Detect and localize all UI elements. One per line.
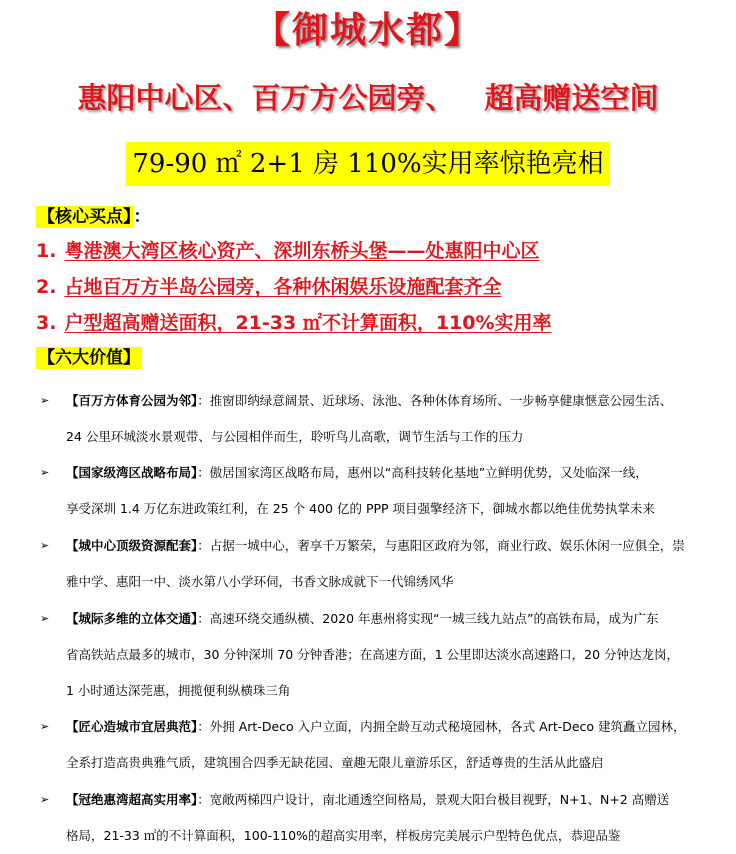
core-point-text: 户型超高赠送面积，21-33 ㎡不计算面积，110%实用率 — [64, 312, 552, 334]
value-item — [36, 601, 696, 709]
value-item-text: 格局，21-33 ㎡的不计算面积，100-110%的超高实用率，样板房完美展示户型特色优点，恭迎品鉴 — [66, 828, 621, 843]
value-item-heading: 【城际多维的立体交通】 — [66, 611, 198, 626]
arrow-bullet-icon: ➢ — [40, 720, 50, 733]
value-item-text: ：高速环绕交通纵横、2020 年惠州将实现“一城三线九站点”的高铁布局，成为广东 — [197, 611, 659, 626]
values-section-heading — [36, 346, 142, 370]
value-item-heading: 【匠心造城市宜居典范】 — [66, 719, 198, 734]
value-item-heading: 【城中心顶级资源配套】 — [66, 538, 198, 553]
core-point-text: 粤港澳大湾区核心资产、深圳东桥头堡——处惠阳中心区 — [64, 240, 540, 262]
value-item-text: 享受深圳 1.4 万亿东进政策红利，在 25 个 400 亿的 PPP 项目强擎经济下，御城水都以绝佳优势执掌未来 — [66, 501, 656, 516]
value-item-text: ：推窗即纳绿意阔景、近球场、泳池、各种休体育场所、一步畅享健康惬意公园生活、 — [197, 393, 673, 408]
core-point — [36, 273, 501, 301]
value-item-text: 1 小时通达深莞惠，拥揽便利纵横珠三角 — [66, 683, 291, 698]
core-section-suffix: ： — [133, 207, 151, 227]
values-section-label: 【六大价值】 — [38, 348, 140, 368]
core-section-heading — [36, 202, 151, 229]
highlight-row — [0, 142, 736, 186]
arrow-bullet-icon: ➢ — [40, 466, 50, 479]
value-item-text: ：宽敞两梯四户设计，南北通透空间格局，景观大阳台极目视野，N+1、N+2 高赠送 — [197, 792, 670, 807]
value-item-heading: 【冠绝惠湾超高实用率】 — [66, 792, 198, 807]
core-point-number: 2. — [36, 276, 57, 298]
value-item-text: ：外拥 Art-Deco 入户立面，内拥全龄互动式秘境园林，各式 Art-Deco 建筑矗立园林， — [197, 719, 686, 734]
subtitle-part2: 超高赠送空间 — [484, 81, 659, 115]
value-item-text: ：傲居国家湾区战略布局，惠州以“高科技转化基地”立鲜明优势，又处临深一线， — [197, 465, 648, 480]
subtitle — [0, 76, 736, 117]
value-item-text: 24 公里环城淡水景观带、与公园相伴而生，聆听鸟儿高歌，调节生活与工作的压力 — [66, 429, 524, 444]
arrow-bullet-icon: ➢ — [40, 612, 50, 625]
core-section-label: 【核心买点】 — [38, 207, 132, 227]
value-item — [36, 383, 696, 455]
page-title: 【御城水都】 — [253, 10, 482, 51]
value-item-heading: 【百万方体育公园为邻】 — [66, 393, 198, 408]
value-item — [36, 709, 696, 781]
value-item — [36, 782, 696, 854]
arrow-bullet-icon: ➢ — [40, 793, 50, 806]
subtitle-part1: 惠阳中心区、百万方公园旁、 — [77, 81, 455, 115]
core-point-number: 1. — [36, 240, 57, 262]
value-item-heading: 【国家级湾区战略布局】 — [66, 465, 198, 480]
core-point — [36, 309, 552, 337]
value-item-text: 省高铁站点最多的城市，30 分钟深圳 70 分钟香港；在高速方面，1 公里即达淡水高速路口，20 分钟达龙岗， — [66, 647, 680, 662]
core-point-number: 3. — [36, 312, 57, 334]
core-point — [36, 237, 539, 265]
arrow-bullet-icon: ➢ — [40, 394, 50, 407]
value-item-text: ：占据一城中心，奢享千万繁荣，与惠阳区政府为邻，商业行政、娱乐休闲一应俱全，崇 — [197, 538, 685, 553]
value-item-text: 雅中学、惠阳一中、淡水第八小学环伺，书香文脉成就下一代锦绣风华 — [66, 574, 454, 589]
core-point-text: 占地百万方半岛公园旁，各种休闲娱乐设施配套齐全 — [64, 276, 502, 298]
highlight-banner: 79-90 ㎡ 2+1 房 110%实用率惊艳亮相 — [126, 142, 609, 186]
arrow-bullet-icon: ➢ — [40, 539, 50, 552]
value-item — [36, 528, 696, 600]
value-item-text: 全系打造高贵典雅气质，建筑围合四季无缺花园、童趣无限儿童游乐区，舒适尊贵的生活从此盛启 — [66, 755, 604, 770]
value-item — [36, 455, 696, 527]
